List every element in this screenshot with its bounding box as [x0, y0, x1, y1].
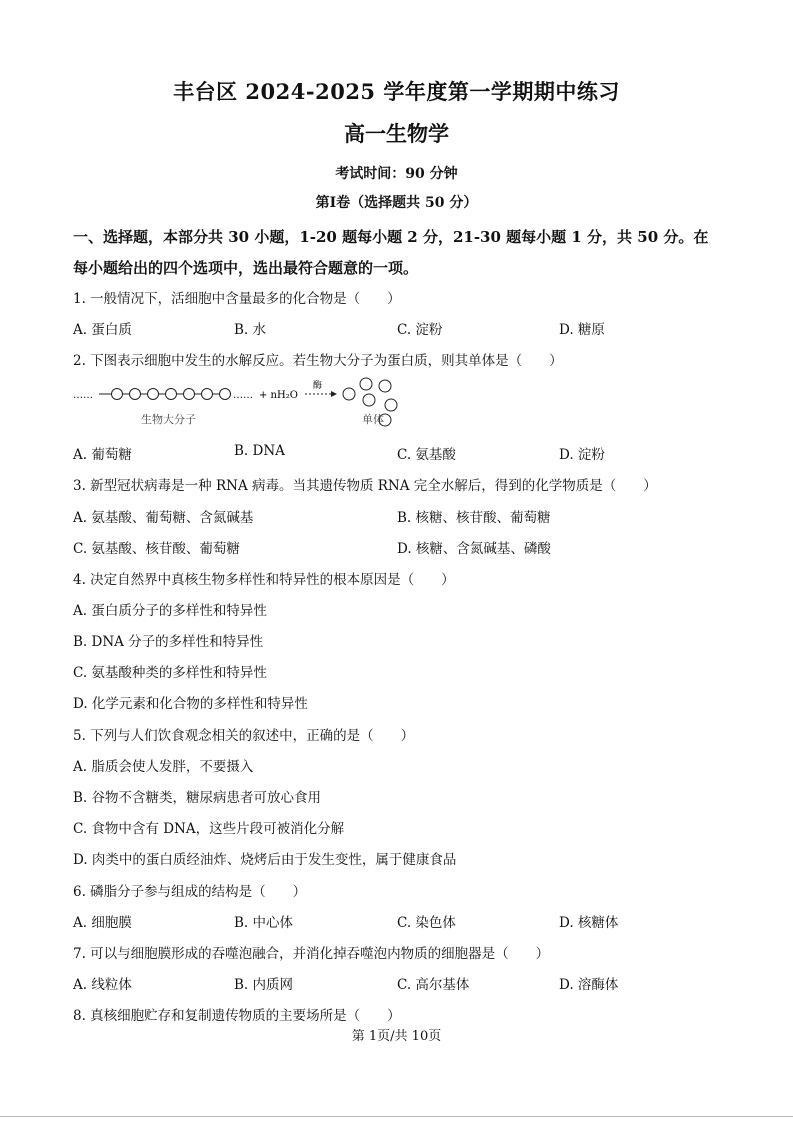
q6-option-d: D. 核糖体: [559, 915, 619, 931]
monomer-label: 单体: [362, 413, 384, 426]
question-8-stem: 8. 真核细胞贮存和复制遗传物质的主要场所是（ ）: [73, 1008, 401, 1024]
page-footer: 第 1页/共 10页: [351, 1029, 442, 1044]
monomer: [343, 388, 355, 400]
q4-option-c: C. 氨基酸种类的多样性和特异性: [73, 665, 267, 681]
q7-option-b: B. 内质网: [234, 977, 294, 993]
question-1-stem: 1. 一般情况下，活细胞中含量最多的化合物是（ ）: [73, 291, 401, 307]
bottom-divider: [0, 1116, 793, 1117]
q4-option-a: A. 蛋白质分子的多样性和特异性: [73, 603, 267, 619]
monomer: [385, 399, 397, 411]
subject-title: 高一生物学: [344, 121, 449, 146]
q7-option-d: D. 溶酶体: [559, 977, 619, 993]
q5-option-b: B. 谷物不含糖类，糖尿病患者可放心食用: [73, 790, 322, 806]
q4-option-d: D. 化学元素和化合物的多样性和特异性: [73, 696, 308, 712]
polymer-bead: [130, 389, 141, 400]
question-3-stem: 3. 新型冠状病毒是一种 RNA 病毒。当其遗传物质 RNA 完全水解后，得到的化学物质是（ ）: [73, 478, 657, 494]
q7-option-a: A. 线粒体: [73, 977, 132, 993]
q6-option-a: A. 细胞膜: [73, 915, 132, 931]
q1-option-b: B. 水: [234, 322, 267, 338]
q5-option-a: A. 脂质会使人发胖，不要摄入: [73, 759, 254, 775]
question-2-stem: 2. 下图表示细胞中发生的水解反应。若生物大分子为蛋白质，则其单体是（ ）: [73, 353, 563, 369]
q1-option-d: D. 糖原: [559, 322, 605, 338]
q3-option-b: B. 核糖、核苷酸、葡萄糖: [397, 510, 551, 526]
diagram-left-dots: ……: [73, 390, 93, 401]
q2-option-b: B. DNA: [234, 443, 285, 459]
q2-option-c: C. 氨基酸: [397, 447, 456, 463]
instructions: 一、选择题，本部分共 30 小题，1-20 题每小题 2 分，21-30 题每小题 1 分，共 50 分。在每小题给出的四个选项中，选出最符合题意的一项。: [73, 228, 709, 277]
q4-option-b: B. DNA 分子的多样性和特异性: [73, 634, 264, 650]
q6-option-b: B. 中心体: [234, 915, 294, 931]
q2-option-a: A. 葡萄糖: [73, 447, 132, 463]
exam-time: 考试时间：90 分钟: [335, 166, 458, 182]
enzyme-label: 酶: [313, 381, 323, 391]
q5-option-d: D. 肉类中的蛋白质经油炸、烧烤后由于发生变性，属于健康食品: [73, 852, 457, 868]
polymer-bead: [166, 389, 177, 400]
polymer-bead: [202, 389, 213, 400]
q7-option-c: C. 高尔基体: [397, 977, 470, 993]
q3-option-c: C. 氨基酸、核苷酸、葡萄糖: [73, 541, 240, 557]
monomer: [360, 378, 372, 390]
diagram-mid-dots: ……: [233, 390, 253, 401]
arrow-head-icon: [331, 391, 337, 397]
question-6-stem: 6. 磷脂分子参与组成的结构是（ ）: [73, 884, 307, 900]
q1-option-c: C. 淀粉: [397, 322, 443, 338]
monomer: [379, 380, 391, 392]
question-5-stem: 5. 下列与人们饮食观念相关的叙述中，正确的是（ ）: [73, 728, 415, 744]
q3-option-a: A. 氨基酸、葡萄糖、含氮碱基: [73, 510, 254, 526]
polymer-bead: [112, 389, 123, 400]
exam-title: 丰台区 2024-2025 学年度第一学期期中练习: [173, 79, 620, 104]
water-label: + nH₂O: [259, 390, 298, 401]
q2-option-d: D. 淀粉: [559, 447, 605, 463]
q5-option-c: C. 食物中含有 DNA，这些片段可被消化分解: [73, 821, 345, 837]
question-4-stem: 4. 决定自然界中真核生物多样性和特异性的根本原因是（ ）: [73, 572, 455, 588]
monomer: [363, 394, 375, 406]
section-heading: 第Ⅰ卷（选择题共 50 分）: [315, 195, 478, 211]
question-7-stem: 7. 可以与细胞膜形成的吞噬泡融合，并消化掉吞噬泡内物质的细胞器是（ ）: [73, 946, 550, 962]
q3-option-d: D. 核糖、含氮碱基、磷酸: [397, 541, 551, 557]
polymer-label: 生物大分子: [141, 413, 196, 426]
q6-option-c: C. 染色体: [397, 915, 456, 931]
hydrolysis-diagram: [73, 376, 413, 432]
polymer-bead: [220, 389, 231, 400]
q1-option-a: A. 蛋白质: [73, 322, 132, 338]
polymer-bead: [148, 389, 159, 400]
polymer-bead: [184, 389, 195, 400]
